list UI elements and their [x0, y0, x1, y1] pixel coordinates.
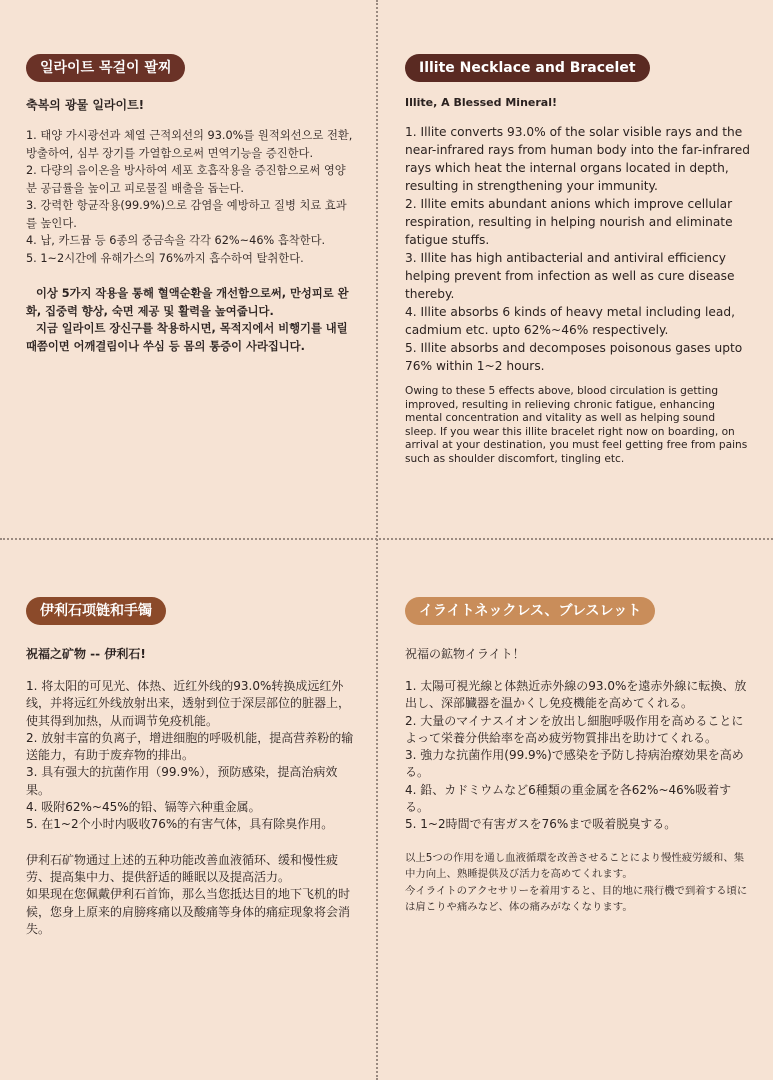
english-title: Illite Necklace and Bracelet: [419, 60, 636, 76]
list-item: 2. 다량의 음이온을 방사하여 세포 호흡작용을 증진함으로써 영양분 공급률을 높이고 피로물질 배출을 돕는다.: [26, 164, 346, 195]
list-item: 5. 1~2시간에 유해가스의 76%까지 흡수하여 탈취한다.: [26, 251, 304, 265]
korean-closing: [26, 285, 356, 355]
closing-paragraph: 如果现在您佩戴伊利石首饰，那么当您抵达目的地下飞机的时候，您身上原来的肩膀疼痛以及酸痛等身体的痛症现象将会消失。: [26, 887, 351, 936]
chinese-title: 伊利石项链和手镯: [40, 603, 152, 619]
korean-title: 일라이트 목걸이 팔찌: [40, 60, 172, 76]
list-item: 5. 1~2時間で有害ガスを76%まで吸着脱臭する。: [405, 817, 677, 832]
english-title-pill: [405, 54, 650, 82]
closing-paragraph: 以上5つの作用を通し血液循環を改善させることにより慢性疲労緩和、集中力向上、熟睡提供及び活力を高めてくれます。: [405, 851, 745, 881]
vertical-fold-line: [376, 0, 378, 1080]
list-item: 4. 납, 카드뮴 등 6종의 중금속을 각각 62%~46% 흡착한다.: [26, 234, 326, 247]
japanese-title-pill: [405, 597, 655, 625]
list-item: 3. Illite has high antibacterial and antiviral efficiency helping prevent from infection as well as cure disease thereby.: [405, 251, 735, 301]
english-closing: Owing to these 5 effects above, blood circulation is getting improved, resulting in relieving chronic fatigue, enhancing mental concentration and vitality as well as helping sound sleep. If you wear this illite bracelet right now on boarding, on arrival at your destination, you must feel getting free from pains such as shoulder discomfort, tingling etc.: [405, 385, 748, 465]
list-item: 3. 강력한 항균작용(99.9%)으로 감염을 예방하고 질병 치료 효과를 높인다.: [26, 199, 347, 230]
korean-effects-list: [26, 127, 356, 267]
closing-paragraph: 이상 5가지 작용을 통해 혈액순환을 개선함으로써, 만성피로 완화, 집중력 향상, 숙면 제공 및 활력을 높여줍니다.: [26, 287, 349, 318]
list-item: 1. 太陽可視光線と体熱近赤外線の93.0%を遠赤外線に転換、放出し、深部臓器を温かくし免疫機能を高めてくれる。: [405, 679, 747, 711]
closing-paragraph: 지금 일라이트 장신구를 착용하시면, 목적지에서 비행기를 내릴 때쯤이면 어깨결림이나 쑤심 등 몸의 통증이 사라집니다.: [26, 322, 348, 353]
list-item: 4. Illite absorbs 6 kinds of heavy metal including lead, cadmium etc. upto 62%~46% respectively.: [405, 305, 735, 337]
chinese-subtitle: 祝福之矿物 -- 伊利石!: [26, 647, 146, 661]
list-item: 1. Illite converts 93.0% of the solar visible rays and the near-infrared rays from human body into the far-infrared rays which heat the internal organs located in depth, resulting in strengthening your immunity.: [405, 125, 750, 193]
chinese-panel: [26, 597, 356, 1067]
list-item: 3. 強力な抗菌作用(99.9%)で感染を予防し持病治療効果を高める。: [405, 748, 744, 780]
english-panel: [405, 54, 750, 524]
list-item: 2. 放射丰富的负离子，增进细胞的呼吸机能，提高营养粉的输送能力，有助于废弃物的排出。: [26, 730, 354, 763]
english-subtitle: Illite, A Blessed Mineral!: [405, 96, 557, 109]
japanese-closing: [405, 850, 750, 916]
korean-title-pill: [26, 54, 185, 82]
list-item: 1. 将太阳的可见光、体热、近红外线的93.0%转换成远红外线，并将远红外线放射出来，透射到位于深层部位的脏器上，使其得到加热，从而调节免疫机能。: [26, 679, 351, 728]
list-item: 2. Illite emits abundant anions which improve cellular respiration, resulting in helping nourish and eliminate fatigue stuffs.: [405, 197, 733, 247]
english-effects-list: [405, 123, 750, 375]
korean-panel: [26, 54, 356, 524]
list-item: 4. 吸附62%~45%的铅、镉等六种重金属。: [26, 800, 261, 815]
closing-paragraph: 伊利石矿物通过上述的五种功能改善血液循环、缓和慢性疲劳、提高集中力、提供舒适的睡眠以及提高活力。: [26, 852, 339, 884]
list-item: 2. 大量のマイナスイオンを放出し細胞呼吸作用を高めることによって栄養分供給率を高め疲労物質排出を助けてくれる。: [405, 713, 744, 745]
chinese-title-pill: [26, 597, 166, 625]
korean-subtitle: 축복의 광물 일라이트!: [26, 98, 145, 112]
chinese-closing: [26, 852, 356, 938]
japanese-panel: [405, 597, 750, 1067]
horizontal-fold-line: [0, 538, 773, 540]
list-item: 5. Illite absorbs and decomposes poisonous gases upto 76% within 1~2 hours.: [405, 341, 743, 373]
list-item: 4. 鉛、カドミウムなど6種類の重金属を各62%~46%吸着する。: [405, 782, 732, 815]
list-item: 1. 태양 가시광선과 체열 근적외선의 93.0%를 원적외선으로 전환, 방출하여, 심부 장기를 가열함으로써 면역기능을 증진한다.: [26, 129, 353, 160]
japanese-title: イライトネックレス、ブレスレット: [419, 603, 642, 619]
japanese-subtitle: 祝福の鉱物イライト！: [405, 647, 525, 661]
list-item: 3. 具有强大的抗菌作用（99.9%），预防感染，提高治病效果。: [26, 765, 338, 797]
list-item: 5. 在1~2个小时内吸收76%的有害气体，具有除臭作用。: [26, 817, 334, 832]
closing-paragraph: 今イライトのアクセサリーを着用すると、目的地に飛行機で到着する頃には肩こりや痛みなど、体の痛みがなくなります。: [405, 884, 748, 914]
chinese-effects-list: [26, 678, 356, 834]
japanese-effects-list: [405, 678, 750, 834]
